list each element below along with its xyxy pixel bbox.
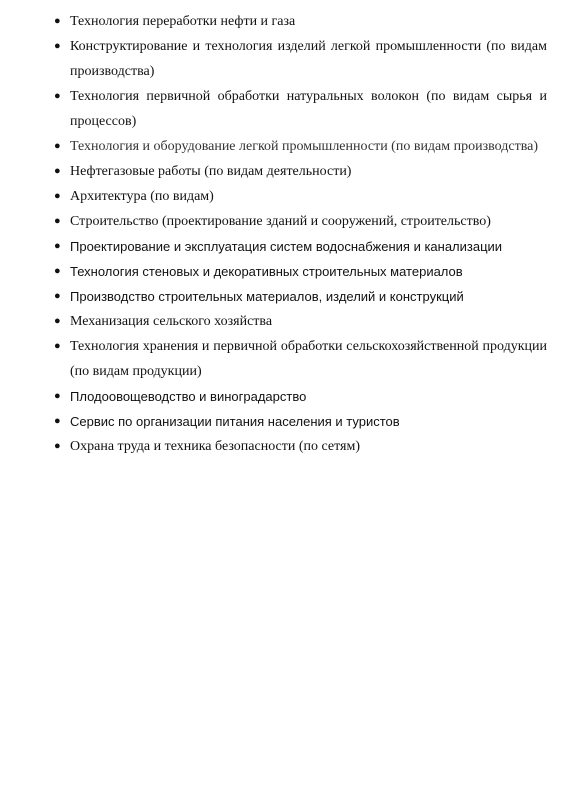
list-item-text: Технология хранения и первичной обработки сельскохозяйственной продукции (по видам продукции) <box>70 339 547 379</box>
list-item <box>0 259 580 284</box>
bullet-icon: ● <box>54 290 61 302</box>
list-item <box>0 134 580 159</box>
bullet-icon: ● <box>54 15 61 27</box>
list-item <box>0 9 580 34</box>
bullet-icon: ● <box>54 40 61 52</box>
list-item <box>0 334 580 384</box>
bullet-icon: ● <box>54 190 61 202</box>
list-item-text: Технология и оборудование легкой промышленности (по видам производства) <box>70 139 539 154</box>
list-item <box>0 384 580 409</box>
list-item <box>0 309 580 334</box>
list-item <box>0 159 580 184</box>
list-item-text: Конструктирование и технология изделий легкой промышленности (по видам производства) <box>70 39 547 79</box>
list-item-text: Производство строительных материалов, изделий и конструкций <box>70 289 464 304</box>
list-item-text: Нефтегазовые работы (по видам деятельности) <box>70 164 352 179</box>
list-item <box>0 234 580 259</box>
specialty-bullet-list <box>0 9 580 459</box>
list-item <box>0 209 580 234</box>
list-item <box>0 434 580 459</box>
list-item-text: Механизация сельского хозяйства <box>70 314 273 329</box>
list-item <box>0 34 580 84</box>
bullet-icon: ● <box>54 440 61 452</box>
list-item-text: Архитектура (по видам) <box>70 189 214 204</box>
list-item-text: Технология первичной обработки натуральных волокон (по видам сырья и процессов) <box>70 89 547 129</box>
list-item-text: Строительство (проектирование зданий и сооружений, строительство) <box>70 214 491 229</box>
bullet-icon: ● <box>54 315 61 327</box>
bullet-icon: ● <box>54 140 61 152</box>
bullet-icon: ● <box>54 90 61 102</box>
list-item <box>0 184 580 209</box>
bullet-icon: ● <box>54 240 61 252</box>
list-item-text: Проектирование и эксплуатация систем водоснабжения и канализации <box>70 239 503 254</box>
list-item <box>0 284 580 309</box>
bullet-icon: ● <box>54 390 61 402</box>
list-item <box>0 409 580 434</box>
bullet-icon: ● <box>54 165 61 177</box>
list-item-text: Технология переработки нефти и газа <box>70 14 296 29</box>
list-item-text: Технология стеновых и декоративных строительных материалов <box>70 264 463 279</box>
list-item-text: Плодоовощеводство и виноградарство <box>70 389 307 404</box>
bullet-icon: ● <box>54 415 61 427</box>
bullet-icon: ● <box>54 340 61 352</box>
list-item-text: Охрана труда и техника безопасности (по сетям) <box>70 439 361 454</box>
list-item <box>0 84 580 134</box>
list-item-text: Сервис по организации питания населения и туристов <box>70 414 400 429</box>
bullet-icon: ● <box>54 265 61 277</box>
bullet-icon: ● <box>54 215 61 227</box>
